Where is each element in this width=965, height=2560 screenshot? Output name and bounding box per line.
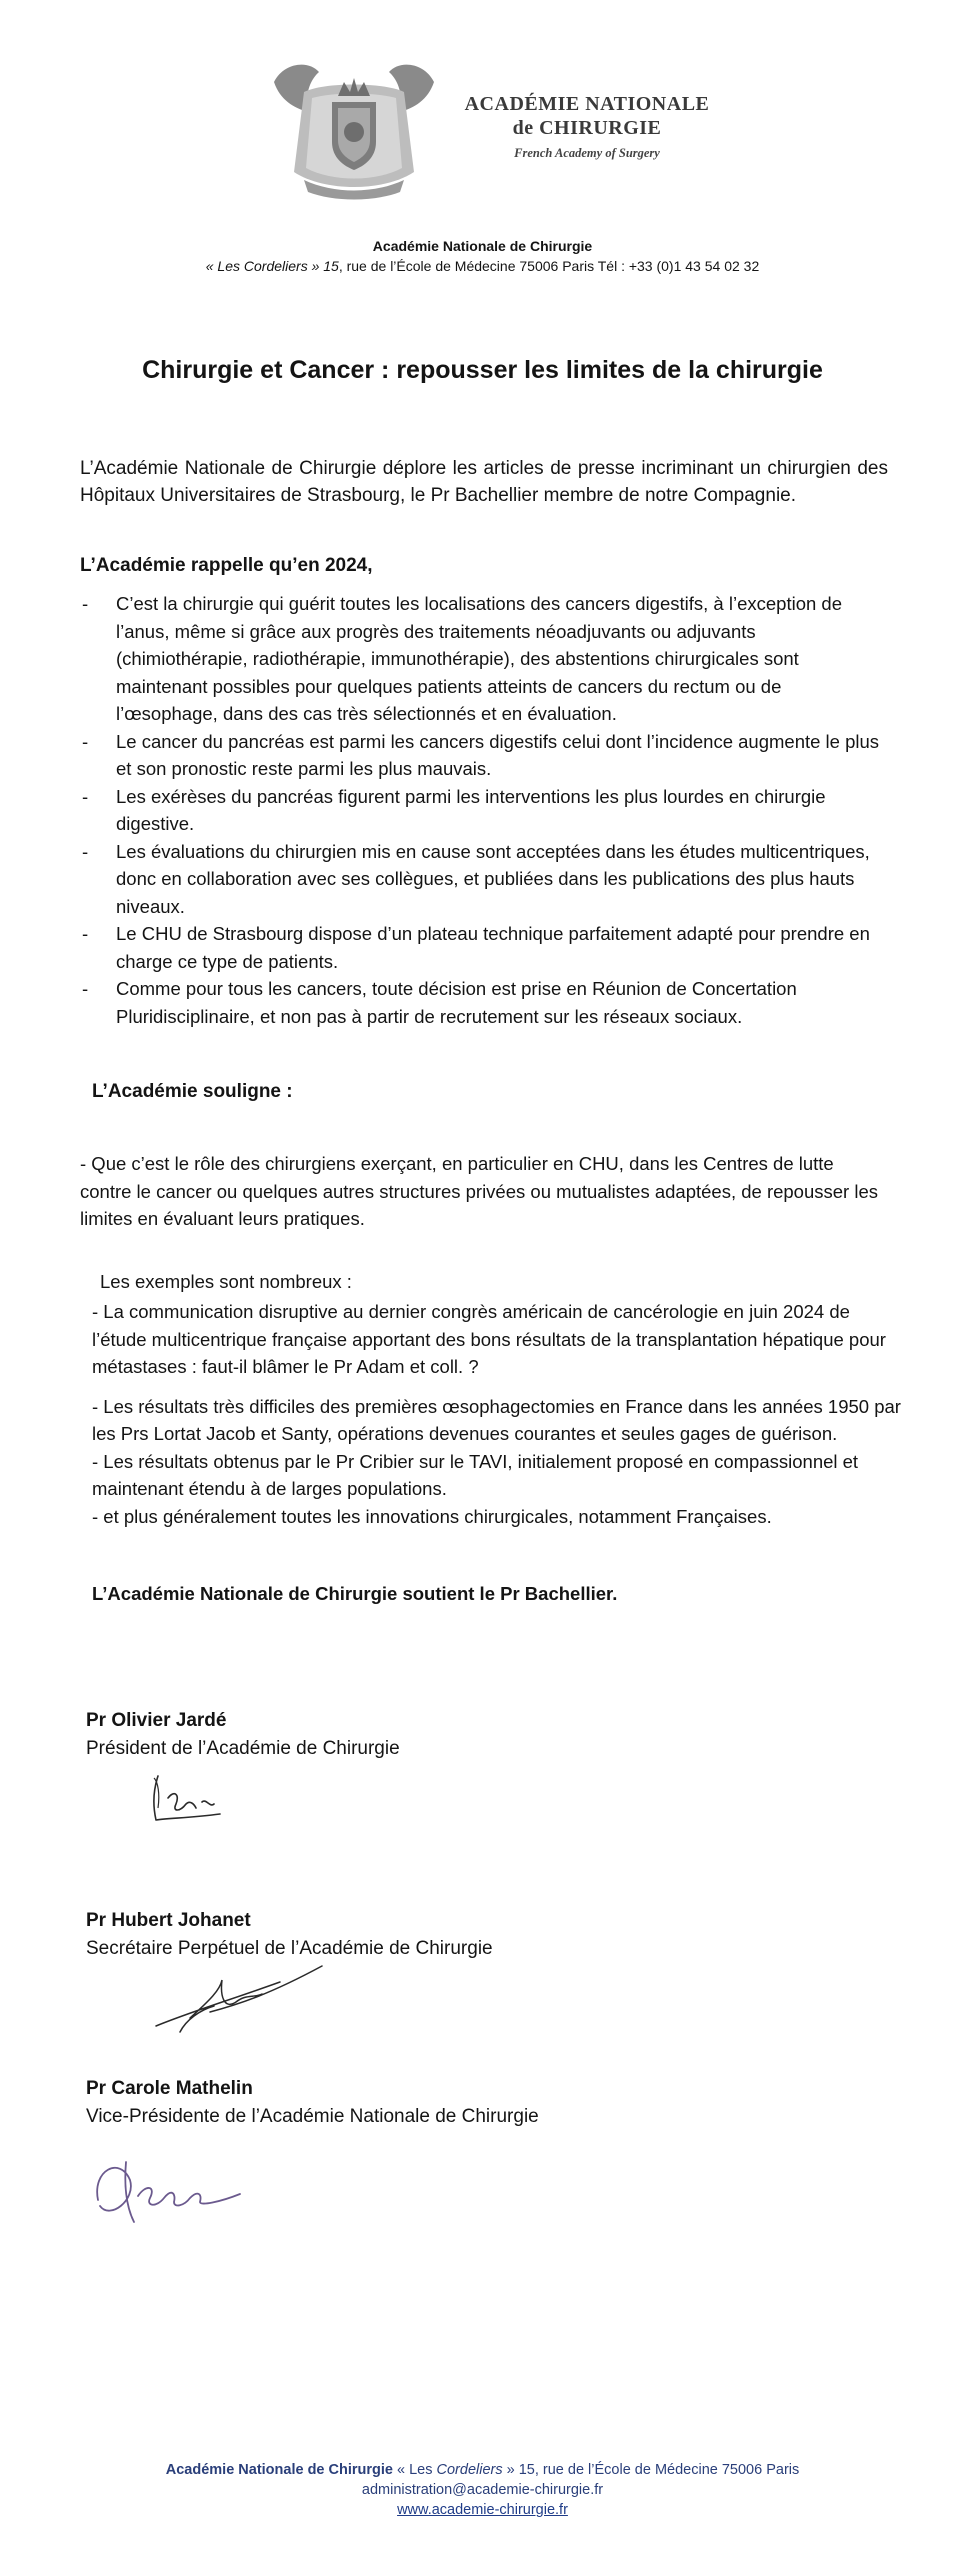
signature-jarde-icon	[140, 1768, 250, 1828]
header-address-rest: , rue de l’École de Médecine 75006 Paris Tél : +33 (0)1 43 54 02 32	[338, 258, 760, 274]
list-dash: -	[82, 840, 89, 862]
rappelle-heading: L’Académie rappelle qu’en 2024,	[80, 555, 373, 576]
signature-mathelin-icon	[90, 2150, 260, 2230]
support-statement: L’Académie Nationale de Chirurgie soutient le Pr Bachellier.	[92, 1583, 618, 1604]
example-item: - Les résultats obtenus par le Pr Cribier sur le TAVI, initialement proposé en compassionnel et maintenant étendu à de larges populations.	[92, 1450, 859, 1499]
list-item-text: Comme pour tous les cancers, toute décision est prise en Réunion de Concertation Pluridisciplinaire, et non pas à partir de recrutement sur les réseaux sociaux.	[116, 978, 797, 1027]
footer-email[interactable]: administration@academie-chirurgie.fr	[361, 2482, 604, 2498]
footer-address-italic: Cordeliers	[436, 2462, 503, 2478]
list-dash: -	[82, 730, 89, 752]
intro-paragraph: L’Académie Nationale de Chirurgie déplore les articles de presse incriminant un chirurgien des Hôpitaux Universitaires de Strasbourg, le Pr Bachellier membre de notre Compagnie.	[80, 458, 888, 506]
header-address-italic: « Les Cordeliers » 15	[205, 258, 339, 274]
example-item: - La communication disruptive au dernier congrès américain de cancérologie en juin 2024 de l’étude multicentrique française apportant des bons résultats de la transplantation hépatique pour métastases : faut-il blâmer le Pr Adam et coll. ?	[92, 1301, 886, 1377]
signer-3-role: Vice-Présidente de l’Académie Nationale de Chirurgie	[86, 2106, 539, 2127]
list-item	[80, 920, 880, 975]
examples-heading: Les exemples sont nombreux :	[100, 1271, 352, 1292]
footer-address-pre: « Les	[392, 2462, 437, 2478]
example-item: - Les résultats très difficiles des premières œsophagectomies en France dans les années 1950 par les Prs Lortat Jacob et Santy, opérations devenues courantes et seules gages de guérison.	[92, 1395, 901, 1444]
footer-name: Académie Nationale de Chirurgie	[165, 2462, 393, 2478]
academy-crest-icon	[264, 52, 444, 204]
list-dash: -	[82, 785, 89, 807]
footer-address	[0, 2462, 965, 2478]
list-dash: -	[82, 593, 89, 614]
list-item	[80, 783, 880, 838]
header-address	[0, 258, 965, 274]
signer-1-name: Pr Olivier Jardé	[86, 1710, 227, 1731]
souligne-paragraph: - Que c’est le rôle des chirurgiens exerçant, en particulier en CHU, dans les Centres de lutte contre le cancer ou quelques autres structures privées ou mutualistes adaptées, de repousser les limites en évaluant leurs pratiques.	[80, 1153, 879, 1229]
signer-1-role: Président de l’Académie de Chirurgie	[86, 1738, 400, 1759]
list-item-text: Les évaluations du chirurgien mis en cause sont acceptées dans les études multicentriques, donc en collaboration avec ses collègues, et publiées dans les publications des plus hauts niveaux.	[116, 840, 870, 917]
list-dash: -	[82, 978, 89, 999]
example-item: - et plus généralement toutes les innovations chirurgicales, notamment Françaises.	[92, 1505, 772, 1527]
list-item-text: Le cancer du pancréas est parmi les cancers digestifs celui dont l’incidence augmente le plus et son pronostic reste parmi les plus mauvais.	[116, 730, 880, 779]
logo-line-1: ACADÉMIE NATIONALE	[464, 93, 710, 115]
list-item-text: C’est la chirurgie qui guérit toutes les localisations des cancers digestifs, à l’exception de l’anus, même si grâce aux progrès des traitements néoadjuvants ou adjuvants (chimiothérapie, radiothérapie, immunothérapie), des abstentions chirurgicales sont maintenant possibles pour quelques patients atteints de cancers du rectum ou de l’œsophage, dans des cas très sélectionnés et en évaluation.	[116, 593, 842, 724]
rappelle-list	[80, 590, 880, 1030]
list-dash: -	[82, 923, 89, 944]
list-item	[80, 590, 880, 728]
signature-johanet-icon	[150, 1960, 330, 2040]
footer-address-post: » 15, rue de l’École de Médecine 75006 Paris	[502, 2462, 800, 2478]
header-name: Académie Nationale de Chirurgie	[372, 238, 593, 254]
document-title: Chirurgie et Cancer : repousser les limites de la chirurgie	[142, 356, 823, 384]
signer-3-name: Pr Carole Mathelin	[86, 2078, 253, 2099]
list-item-text: Le CHU de Strasbourg dispose d’un plateau technique parfaitement adapté pour prendre en charge ce type de patients.	[116, 923, 870, 972]
logo-wordmark	[452, 92, 722, 161]
logo-line-2: de CHIRURGIE	[512, 117, 662, 139]
signer-2-role: Secrétaire Perpétuel de l’Académie de Chirurgie	[86, 1938, 493, 1959]
signer-2-name: Pr Hubert Johanet	[86, 1910, 251, 1931]
list-item	[80, 728, 880, 783]
footer-website-link[interactable]: www.academie-chirurgie.fr	[397, 2502, 568, 2518]
list-item	[80, 975, 880, 1030]
logo-line-3: French Academy of Surgery	[514, 146, 660, 160]
footer-website-row	[0, 2502, 965, 2518]
list-item-text: Les exérèses du pancréas figurent parmi les interventions les plus lourdes en chirurgie digestive.	[116, 785, 826, 834]
examples-list	[92, 1298, 902, 1530]
list-item	[80, 838, 880, 921]
souligne-heading: L’Académie souligne :	[92, 1081, 293, 1102]
